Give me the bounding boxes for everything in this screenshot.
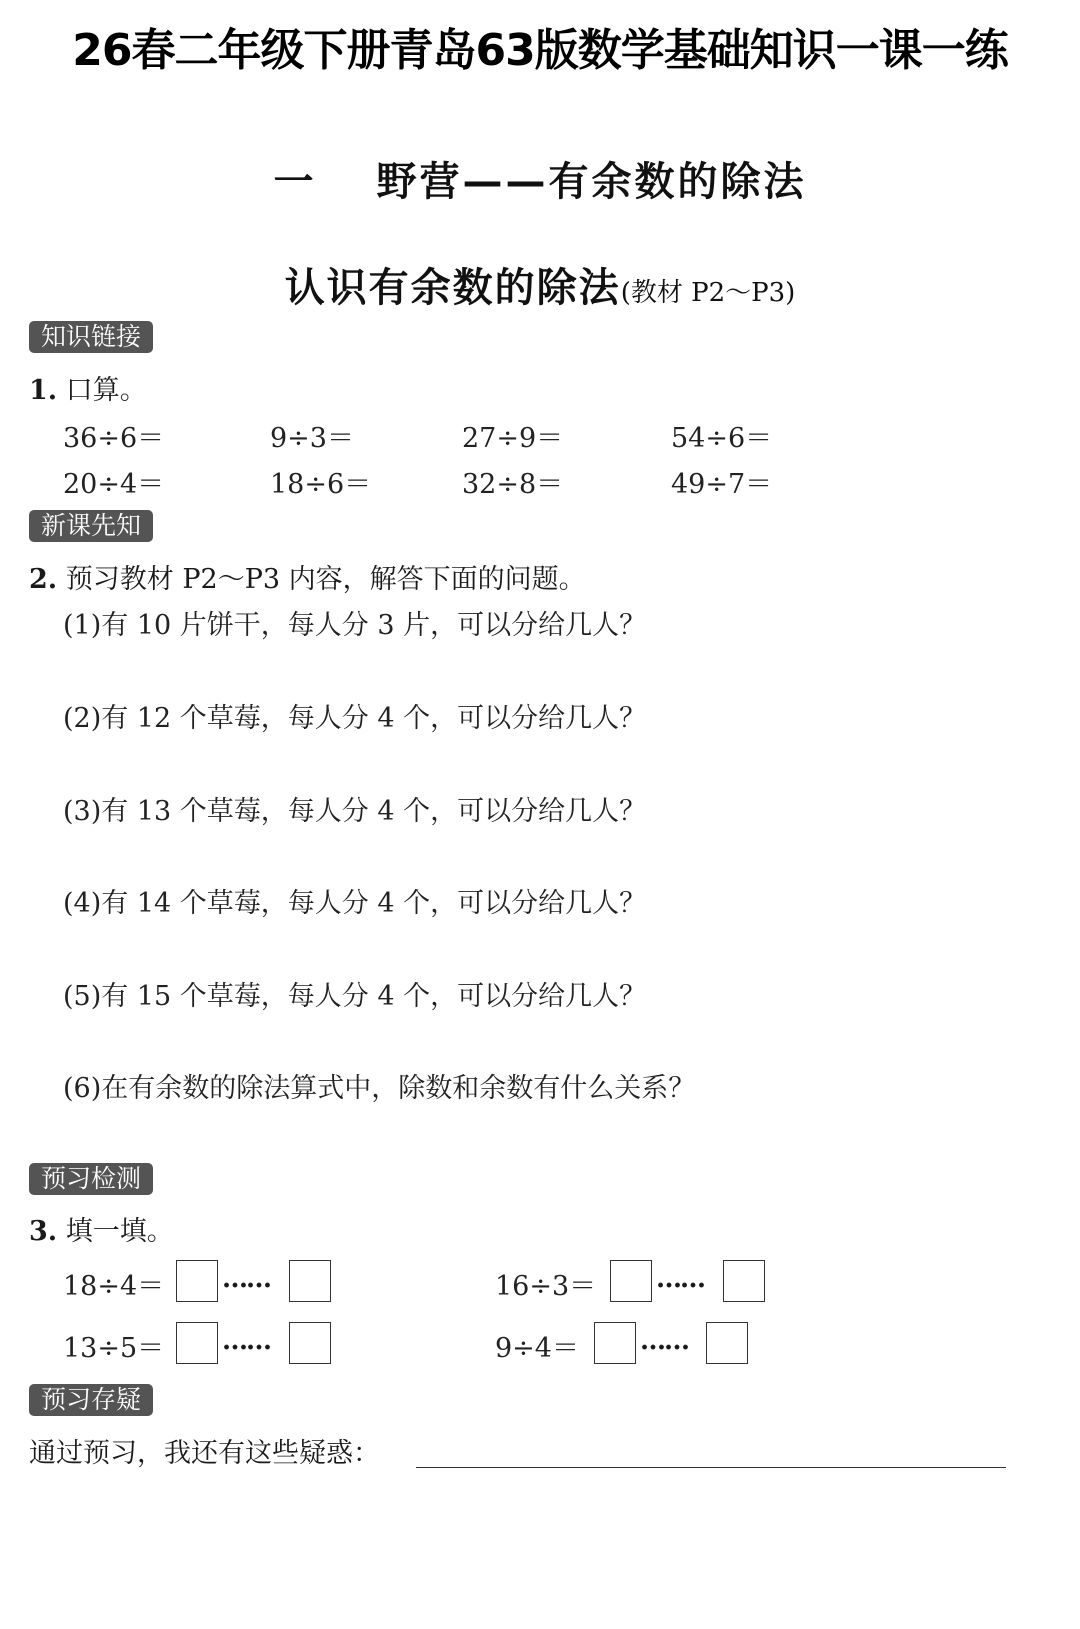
quotient-box[interactable] — [176, 1260, 218, 1302]
quotient-box[interactable] — [594, 1322, 636, 1364]
question-3 — [29, 1209, 174, 1248]
calc-item: 36÷6＝ — [63, 423, 165, 454]
question-number: 3. — [29, 1216, 58, 1247]
section-badge-preview-check: 预习检测 — [29, 1163, 153, 1195]
remainder-dots: …… — [222, 1264, 270, 1294]
calc-item: 9÷3＝ — [270, 423, 354, 454]
calc-item: 32÷8＝ — [462, 469, 564, 500]
sub-question: (2)有 12 个草莓，每人分 4 个，可以分给几人？ — [63, 703, 647, 734]
lesson-name: 认识有余数的除法 — [284, 265, 621, 311]
question-text: 填一填。 — [65, 1216, 174, 1247]
calc-item: 54÷6＝ — [671, 423, 773, 454]
quotient-box[interactable] — [176, 1322, 218, 1364]
question-number: 1. — [29, 375, 58, 406]
question-2 — [29, 557, 586, 596]
section-badge-preview-doubts: 预习存疑 — [29, 1384, 153, 1416]
fill-equation: 9÷4＝ — [495, 1333, 579, 1364]
fill-equation: 16÷3＝ — [495, 1271, 597, 1302]
remainder-dots: …… — [222, 1326, 270, 1356]
lesson-reference: (教材 P2～P3) — [620, 278, 796, 308]
remainder-box[interactable] — [706, 1322, 748, 1364]
sub-question: (1)有 10 片饼干，每人分 3 片，可以分给几人？ — [63, 610, 647, 641]
unit-name: 野营——有余数的除法 — [376, 159, 807, 205]
sub-question: (5)有 15 个草莓，每人分 4 个，可以分给几人？ — [63, 981, 647, 1012]
question-text: 口算。 — [65, 375, 147, 406]
unit-title — [0, 150, 1080, 207]
remainder-box[interactable] — [289, 1322, 331, 1364]
sub-question: (4)有 14 个草莓，每人分 4 个，可以分给几人？ — [63, 888, 647, 919]
unit-number: 一 — [273, 159, 317, 205]
remainder-dots: …… — [656, 1264, 704, 1294]
lesson-title — [0, 256, 1080, 313]
section-badge-new-lesson: 新课先知 — [29, 510, 153, 542]
page-title: 26春二年级下册青岛63版数学基础知识一课一练 — [72, 25, 1008, 76]
question-1 — [29, 368, 147, 407]
calc-item: 20÷4＝ — [63, 469, 165, 500]
section-badge-knowledge-link: 知识链接 — [29, 321, 153, 353]
sub-question: (6)在有余数的除法算式中，除数和余数有什么关系？ — [63, 1073, 696, 1104]
fill-equation: 18÷4＝ — [63, 1271, 165, 1302]
doubts-prompt: 通过预习，我还有这些疑惑： — [29, 1438, 380, 1469]
calc-item: 49÷7＝ — [671, 469, 773, 500]
calc-item: 27÷9＝ — [462, 423, 564, 454]
question-text: 预习教材 P2～P3 内容，解答下面的问题。 — [65, 564, 586, 595]
remainder-dots: …… — [640, 1326, 688, 1356]
sub-question: (3)有 13 个草莓，每人分 4 个，可以分给几人？ — [63, 796, 647, 827]
remainder-box[interactable] — [289, 1260, 331, 1302]
calc-item: 18÷6＝ — [270, 469, 372, 500]
quotient-box[interactable] — [610, 1260, 652, 1302]
question-number: 2. — [29, 564, 58, 595]
fill-equation: 13÷5＝ — [63, 1333, 165, 1364]
remainder-box[interactable] — [723, 1260, 765, 1302]
doubts-answer-line[interactable] — [416, 1467, 1006, 1468]
